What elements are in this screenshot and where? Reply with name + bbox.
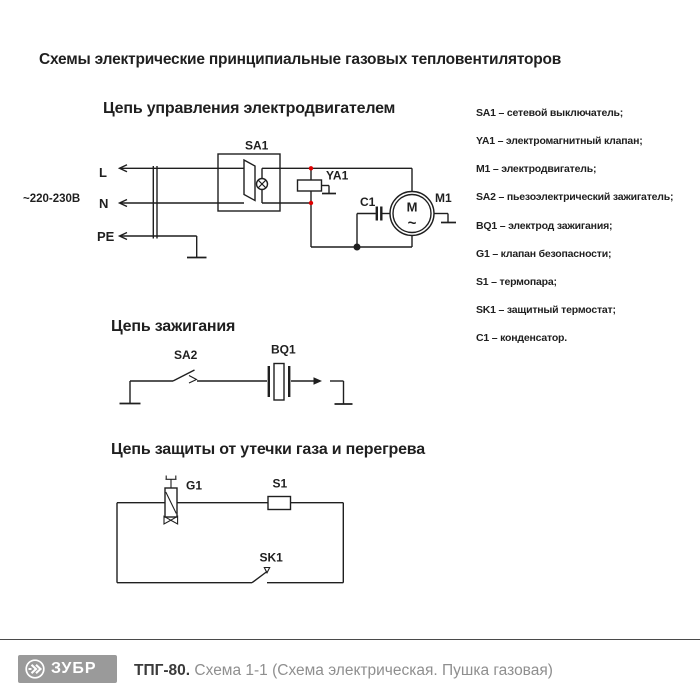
legend-item-sa1: SA1 – сетевой выключатель; [476,107,624,119]
legend-item-sa2: SA2 – пьезоэлектрический зажигатель; [476,191,674,204]
legend-item-s1: S1 – термопара; [476,275,557,288]
legend-item-c1: C1 – конденсатор. [476,332,567,345]
motor-sine: ~ [407,215,417,232]
control-circuit [23,139,456,258]
supply-arrow-n-icon [120,200,245,207]
label-pe: PE [97,229,115,244]
ground-right-icon [330,381,353,404]
zubr-logo-icon [21,655,49,683]
protection-circuit [117,476,343,583]
legend-item-ya1: YA1 – электромагнитный клапан; [476,135,643,148]
zubr-logo [18,655,117,683]
g1-valve-symbol [164,476,178,525]
footer-divider [0,639,700,640]
label-ya1: YA1 [326,168,349,183]
junction-red-bottom [309,201,313,205]
sk1-thermostat-symbol [252,568,270,583]
label-sa1: SA1 [245,138,269,153]
bq1-electrode-symbol [269,364,322,401]
cable-bus [153,166,157,239]
legend-item-sk1: SK1 – защитный термостат; [476,304,616,317]
ignition-circuit [120,343,353,405]
motor-letter: M [406,199,418,215]
s1-thermocouple-symbol [268,497,291,510]
section-title-protection: Цепь защиты от утечки газа и перегрева [111,441,425,458]
supply-arrow-l-icon [120,165,245,172]
footer-model: ТПГ-80. [134,662,191,679]
label-sk1: SK1 [259,550,283,565]
label-s1: S1 [272,476,288,491]
legend-item-bq1: BQ1 – электрод зажигания; [476,219,613,232]
voltage-label: ~220-230В [23,193,81,205]
supply-arrow-pe-icon [120,233,207,258]
label-g1: G1 [186,478,203,493]
footer-caption [134,662,553,680]
label-bq1: BQ1 [271,342,296,357]
legend-item-g1: G1 – клапан безопасности; [476,247,612,260]
section-title-control: Цепь управления электродвигателем [103,100,396,117]
zubr-logo-text: ЗУБР [51,660,97,677]
section-title-ignition: Цепь зажигания [111,318,236,335]
footer-subtitle: Схема 1-1 (Схема электрическая. Пушка газовая) [194,662,553,679]
junction-red-top [309,166,313,170]
legend-item-m1: M1 – электродвигатель; [476,163,597,176]
label-c1: C1 [360,195,376,209]
label-l: L [99,165,107,180]
label-m1: M1 [435,191,452,205]
label-sa2: SA2 [174,348,198,362]
ground-left-icon [120,381,141,404]
sa2-switch-symbol [173,370,197,383]
label-n: N [99,196,109,211]
page-title: Схемы электрические принципиальные газовых тепловентиляторов [39,51,562,68]
c1-capacitor-symbol [357,207,390,248]
